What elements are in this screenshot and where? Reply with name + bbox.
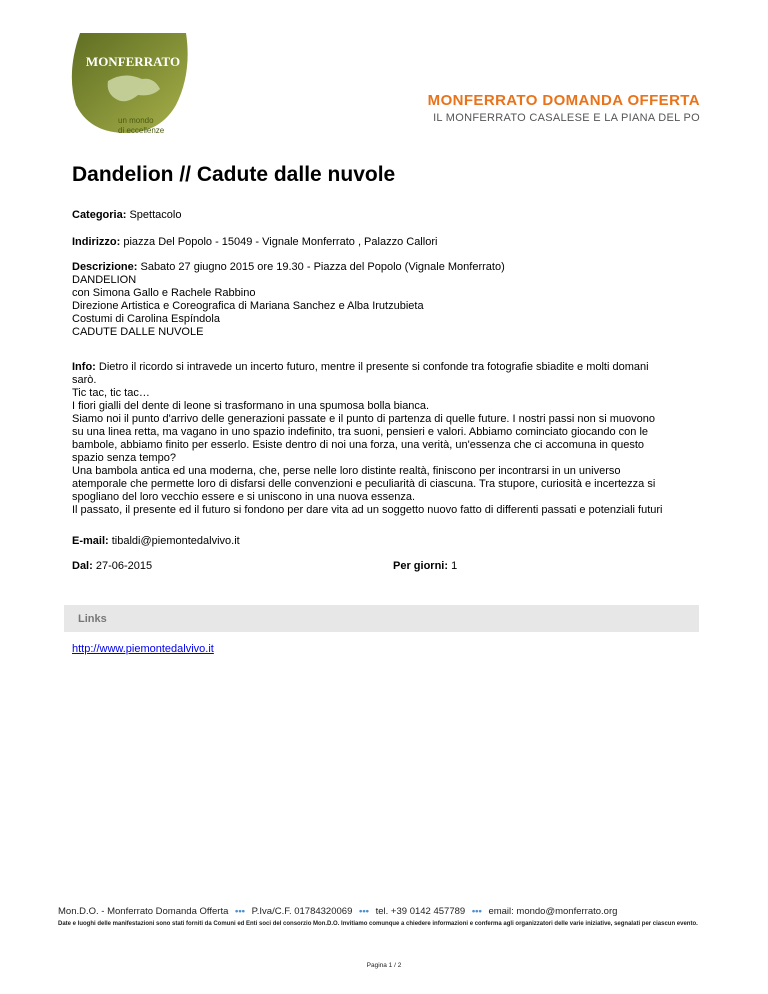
descrizione-line: DANDELION <box>72 274 137 286</box>
separator-icon: ••• <box>359 906 369 917</box>
field-descrizione <box>72 261 692 339</box>
website-link[interactable]: http://www.piemontedalvivo.it <box>72 643 214 655</box>
footer-tel: tel. +39 0142 457789 <box>375 906 466 917</box>
brand-title: MONFERRATO DOMANDA OFFERTA <box>427 92 700 109</box>
info-first-line: Dietro il ricordo si intravede un incerto futuro, mentre il presente si confonde tra fotografie sbiadite e molti domani <box>98 361 649 373</box>
footer-email: email: mondo@monferrato.org <box>488 906 618 917</box>
info-line: sarò. <box>72 374 97 386</box>
footer-org: Mon.D.O. - Monferrato Domanda Offerta <box>58 906 229 917</box>
info-line: Tic tac, tic tac… <box>72 387 150 399</box>
page-number: Pagina 1 / 2 <box>366 962 402 969</box>
giorni-label: Per giorni: <box>393 560 449 572</box>
field-info <box>72 361 692 517</box>
categoria-label: Categoria: <box>72 209 127 221</box>
separator-icon: ••• <box>235 906 245 917</box>
field-email <box>72 535 692 548</box>
info-line: I fiori gialli del dente di leone si trasformano in una spumosa bolla bianca. <box>72 400 430 412</box>
categoria-value: Spettacolo <box>129 209 182 221</box>
footer-contacts <box>58 906 617 917</box>
info-line: Siamo noi il punto d'arrivo delle generazioni passate e il punto di partenza di quelle future. I nostri passi non si muovono <box>72 413 656 425</box>
brand-subtitle: IL MONFERRATO CASALESE E LA PIANA DEL PO <box>433 112 700 124</box>
descrizione-line: con Simona Gallo e Rachele Rabbino <box>72 287 256 299</box>
footer-disclaimer: Date e luoghi delle manifestazioni sono stati forniti da Comuni ed Enti soci del consorzio Mon.D.O. Invitiamo comunque a chiedere informazioni e conferma agli organizzatori delle varie iniziative, segnalati per ciascun evento. <box>58 921 698 927</box>
field-categoria <box>72 209 692 222</box>
logo-tagline-1: un mondo <box>118 116 154 125</box>
info-line: su una linea retta, ma vagano in uno spazio indefinito, tra suoni, pensieri e valori. Abbiamo cominciato giocando con le <box>72 426 649 438</box>
descrizione-label: Descrizione: <box>72 261 138 273</box>
info-line: bambole, abbiamo finito per esserlo. Esiste dentro di noi una forza, una verità, un'essenza che ci accomuna in questo <box>72 439 644 451</box>
field-per-giorni <box>393 560 457 573</box>
links-heading: Links <box>78 613 107 625</box>
descrizione-first-line: Sabato 27 giugno 2015 ore 19.30 - Piazza del Popolo (Vignale Monferrato) <box>140 261 505 273</box>
footer-piva: P.Iva/C.F. 01784320069 <box>251 906 353 917</box>
info-lines <box>72 374 692 517</box>
field-dal <box>72 560 152 572</box>
dal-value: 27-06-2015 <box>95 560 153 572</box>
field-indirizzo <box>72 236 692 249</box>
event-details <box>72 209 692 573</box>
logo-tagline-2: di eccellenze <box>118 126 165 135</box>
info-line: atemporale che permette loro di disfarsi delle convenzioni e peculiarità di ciascuna. Tra stupore, curiosità e incertezza si <box>72 478 656 490</box>
field-dates <box>72 560 692 573</box>
descrizione-line: Costumi di Carolina Espíndola <box>72 313 220 325</box>
giorni-value: 1 <box>451 560 458 572</box>
info-line: Una bambola antica ed una moderna, che, perse nelle loro distinte realtà, finiscono per incontrarsi in un universo <box>72 465 621 477</box>
info-label: Info: <box>72 361 96 373</box>
info-line: Il passato, il presente ed il futuro si fondono per dare vita ad un soggetto nuovo fatto di differenti passati e potenziali futuri <box>72 504 663 516</box>
info-line: spazio senza tempo? <box>72 452 176 464</box>
email-label: E-mail: <box>72 535 109 547</box>
info-line: spogliano del loro vecchio essere e si uniscono in una nuova essenza. <box>72 491 416 503</box>
indirizzo-label: Indirizzo: <box>72 236 121 248</box>
brand-block <box>428 92 700 124</box>
separator-icon: ••• <box>471 906 482 917</box>
email-value[interactable]: tibaldi@piemontedalvivo.it <box>111 535 240 547</box>
links-section-header <box>64 605 699 632</box>
descrizione-line: CADUTE DALLE NUVOLE <box>72 326 204 338</box>
indirizzo-value: piazza Del Popolo - 15049 - Vignale Monferrato , Palazzo Callori <box>123 236 438 248</box>
event-title: Dandelion // Cadute dalle nuvole <box>72 163 396 186</box>
descrizione-line: Direzione Artistica e Coreografica di Mariana Sanchez e Alba Irutzubieta <box>72 300 424 312</box>
monferrato-logo <box>68 33 198 139</box>
logo-text: MONFERRATO <box>85 54 181 69</box>
dal-label: Dal: <box>72 560 93 572</box>
descrizione-lines <box>72 274 692 339</box>
